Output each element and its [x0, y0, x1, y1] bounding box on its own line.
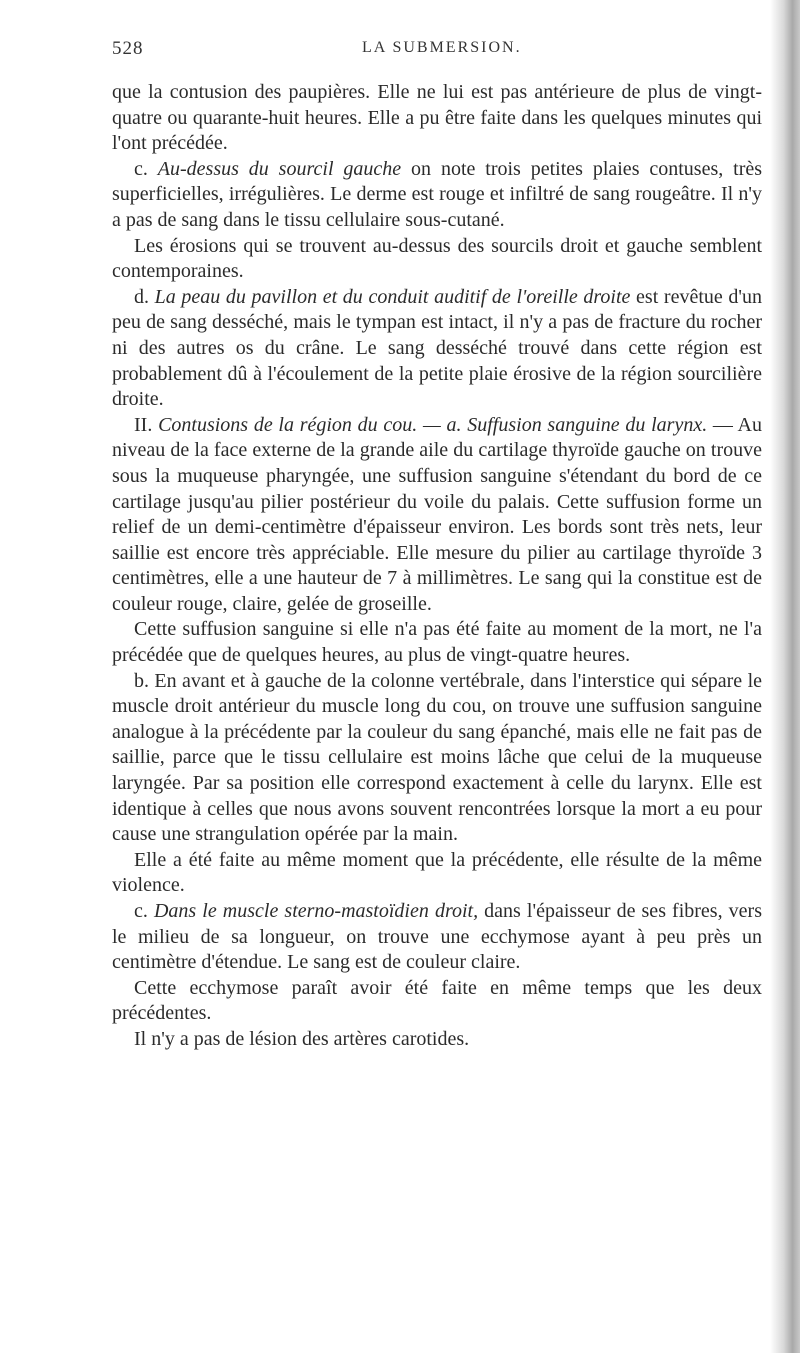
paragraph-heading: Dans le muscle sterno-mastoïdien droit, [153, 900, 479, 922]
running-head: LA SUBMERSION. [362, 39, 522, 56]
paragraph-marker: c. [134, 900, 148, 922]
paragraph-text: est revêtue d'un peu de sang desséché, mais le tympan est intact, il n'y a pas de fracture du rocher ni des autres os du crâne. Le sang desséché trouvé dans cette région est probablement dû à l'écoulement de la petite plaie érosive de la région sourcilière droite. [112, 285, 763, 411]
paragraph-text: on note trois petites plaies contuses, très superficielles, irrégulières. Le derme est rouge et infiltré de sang rougeâtre. Il n'y a pas de sang dans le tissu cellulaire sous-cutané. [112, 157, 763, 231]
paragraph-text: En avant et à gauche de la colonne vertébrale, dans l'interstice qui sépare le muscle droit antérieur du muscle long du cou, on trouve une suffusion sanguine analogue à la précédente par la couleur du sang épanché, mais elle ne fait pas de saillie, parce que le tissu cellulaire est moins lâche que celui de la muqueuse laryngée. Par sa position elle correspond exactement à celle du larynx. Elle est identique à celles que nous avons souvent rencontrées lorsque la mort a eu pour cause une strangulation opérée par la main. [112, 669, 762, 846]
paragraph [112, 617, 762, 668]
paragraph [112, 80, 762, 157]
paragraph [112, 413, 762, 618]
page-edge-shadow [770, 0, 800, 1353]
paragraph-marker: II. [134, 413, 153, 436]
paragraph-text: dans l'épaisseur de ses fibres, vers le milieu de sa longueur, on trouve une ecchymose ayant à peu près un centimètre d'étendue. Le sang est de couleur claire. [112, 900, 762, 974]
paragraph-text: Il n'y a pas de lésion des artères carotides. [134, 1027, 470, 1050]
paragraph [112, 848, 762, 899]
paragraph-heading: La peau du pavillon et du conduit auditif de l'oreille droite [154, 285, 631, 308]
paragraph [112, 1027, 762, 1053]
paragraph [112, 234, 762, 285]
paragraph-marker: d. [134, 285, 149, 308]
paragraph [112, 285, 762, 413]
paragraph-text: — Au niveau de la face externe de la grande aile du cartilage thyroïde gauche on trouve sous la muqueuse pharyngée, une suffusion sanguine s'étendant du bord de ce cartilage jusqu'au pilier postérieur du voile du palais. Cette suffusion forme un relief de un demi-centimètre d'épaisseur environ. Les bords sont très nets, leur saillie est encore très appréciable. Elle mesure du pilier au cartilage thyroïde 3 centimètres, elle a une hauteur de 7 à millimètres. Le sang qui la constitue est de couleur rouge, claire, gelée de groseille. [112, 413, 763, 615]
paragraph-heading: Contusions de la région du cou. — a. Suffusion sanguine du larynx. [158, 413, 708, 436]
paragraph-text: Elle a été faite au même moment que la précédente, elle résulte de la même violence. [112, 848, 762, 897]
paragraph-text: que la contusion des paupières. Elle ne lui est pas antérieure de plus de vingt-quatre ou quarante-huit heures. Elle a pu être faite dans les quelques minutes qui l'ont précédée. [112, 81, 762, 155]
paragraph [112, 157, 762, 234]
paragraph-marker: b. [134, 669, 149, 692]
page-number: 528 [112, 38, 144, 59]
body-text [112, 80, 762, 1053]
page-header [112, 38, 762, 68]
paragraph-text: Cette ecchymose paraît avoir été faite en même temps que les deux précédentes. [112, 976, 762, 1025]
paragraph [112, 899, 762, 976]
paragraph [112, 976, 762, 1027]
paragraph-marker: c. [134, 157, 148, 180]
paragraph [112, 669, 762, 848]
paragraph-text: Les érosions qui se trouvent au-dessus des sourcils droit et gauche semblent contemporaines. [112, 234, 762, 283]
paragraph-heading: Au-dessus du sourcil gauche [157, 157, 402, 180]
paragraph-text: Cette suffusion sanguine si elle n'a pas été faite au moment de la mort, ne l'a précédée que de quelques heures, au plus de vingt-quatre heures. [112, 618, 762, 667]
